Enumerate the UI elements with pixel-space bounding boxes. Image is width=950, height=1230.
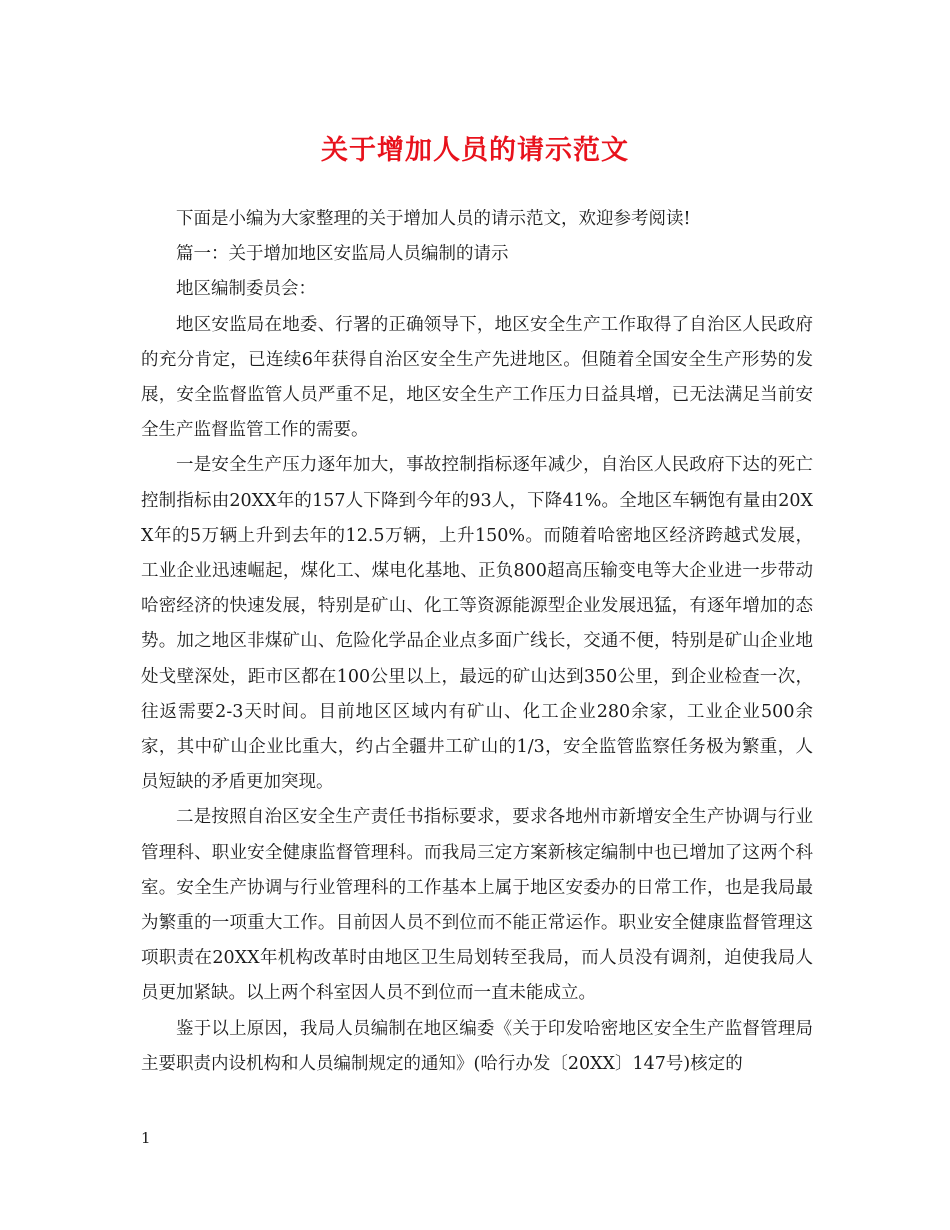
body-paragraph: 地区安监局在地委、行署的正确领导下，地区安全生产工作取得了自治区人民政府的充分肯定，已连续6年获得自治区安全生产先进地区。但随着全国安全生产形势的发展，安全监督监管人员严重不足，地区安全生产工作压力日益具增，已无法满足当前安全生产监督监管工作的需要。	[141, 314, 813, 441]
page-number: 1	[141, 1129, 151, 1147]
body-paragraph: 一是安全生产压力逐年加大，事故控制指标逐年减少，自治区人民政府下达的死亡控制指标由20XX年的157人下降到今年的93人，下降41%。全地区车辆饱有量由20XX年的5万辆上升到去年的12.5万辆，上升150%。而随着哈密地区经济跨越式发展，工业企业迅速崛起，煤化工、煤电化基地、正负800超高压输变电等大企业进一步带动哈密经济的快速发展，特别是矿山、化工等资源能源型企业发展迅猛，有逐年增加的态势。加之地区非煤矿山、危险化学品企业点多面广线长，交通不便，特别是矿山企业地处戈壁深处，距市区都在100公里以上，最远的矿山达到350公里，到企业检查一次，往返需要2-3天时间。目前地区区域内有矿山、化工企业280余家，工业企业500余家，其中矿山企业比重大，约占全疆井工矿山的1/3，安全监管监察任务极为繁重，人员短缺的矛盾更加突现。	[141, 455, 813, 793]
document-body	[141, 202, 813, 1082]
intro-paragraph: 下面是小编为大家整理的关于增加人员的请示范文，欢迎参考阅读!	[176, 209, 691, 229]
section-heading: 篇一：关于增加地区安监局人员编制的请示	[176, 244, 509, 265]
body-paragraph: 鉴于以上原因，我局人员编制在地区编委《关于印发哈密地区安全生产监督管理局主要职责内设机构和人员编制规定的通知》(哈行办发〔20XX〕147号)核定的	[141, 1018, 813, 1074]
document-title: 关于增加人员的请示范文	[321, 135, 629, 166]
body-paragraph: 二是按照自治区安全生产责任书指标要求，要求各地州市新增安全生产协调与行业管理科、职业安全健康监督管理科。而我局三定方案新核定编制中也已增加了这两个科室。安全生产协调与行业管理科的工作基本上属于地区安委办的日常工作，也是我局最为繁重的一项重大工作。目前因人员不到位而不能正常运作。职业安全健康监督管理这项职责在20XX年机构改革时由地区卫生局划转至我局，而人员没有调剂，迫使我局人员更加紧缺。以上两个科室因人员不到位而一直未能成立。	[141, 807, 813, 1004]
salutation: 地区编制委员会：	[176, 279, 316, 300]
